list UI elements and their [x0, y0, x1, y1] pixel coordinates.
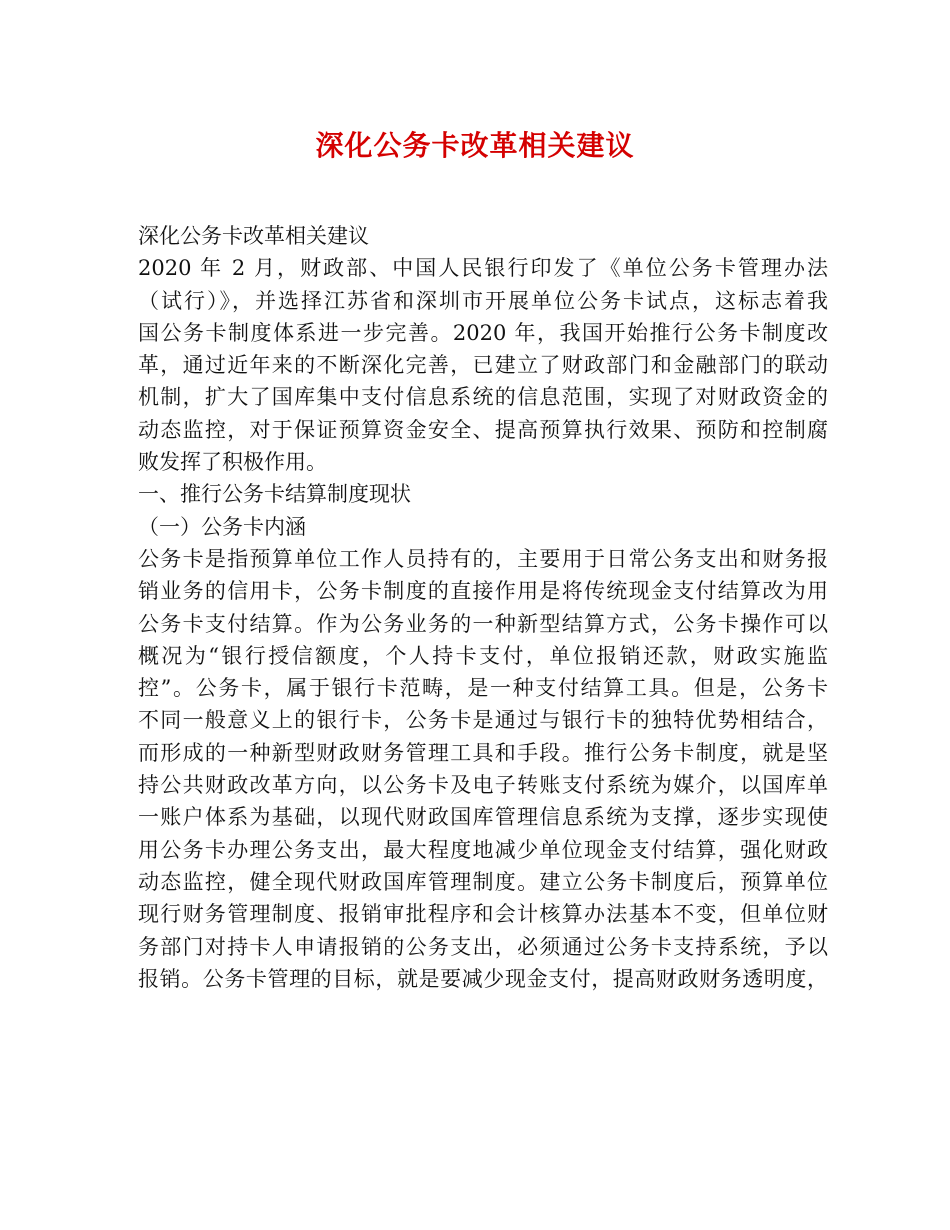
- body-line: 务部门对持卡人申请报销的公务支出，必须通过公务卡支持系统，予以: [138, 934, 828, 959]
- body-line: 一账户体系为基础，以现代财政国库管理信息系统为支撑，逐步实现使: [138, 805, 828, 830]
- body-line: 持公共财政改革方向，以公务卡及电子转账支付系统为媒介，以国库单: [138, 773, 828, 798]
- body-line: 用公务卡办理公务支出，最大程度地减少单位现金支付结算，强化财政: [138, 837, 828, 862]
- section-heading: 一、推行公务卡结算制度现状: [138, 482, 411, 507]
- body-line: 现行财务管理制度、报销审批程序和会计核算办法基本不变，但单位财: [138, 902, 828, 927]
- body-line: 销业务的信用卡，公务卡制度的直接作用是将传统现金支付结算改为用: [138, 579, 828, 604]
- body-line: 2020 年 2 月，财政部、中国人民银行印发了《单位公务卡管理办法: [138, 256, 828, 281]
- body-line: 公务卡支付结算。作为公务业务的一种新型结算方式，公务卡操作可以: [138, 611, 828, 636]
- body-line: 败发挥了积极作用。: [138, 450, 327, 475]
- body-line: 公务卡是指预算单位工作人员持有的，主要用于日常公务支出和财务报: [138, 546, 828, 571]
- body-line: 报销。公务卡管理的目标，就是要减少现金支付，提高财政财务透明度，: [138, 966, 828, 991]
- subsection-heading: （一）公务卡内涵: [138, 514, 306, 539]
- body-line: 动态监控，对于保证预算资金安全、提高预算执行效果、预防和控制腐: [138, 417, 828, 442]
- body-line: 机制，扩大了国库集中支付信息系统的信息范围，实现了对财政资金的: [138, 385, 828, 410]
- body-line-subtitle: 深化公务卡改革相关建议: [138, 224, 369, 248]
- body-line: 动态监控，健全现代财政国库管理制度。建立公务卡制度后，预算单位: [138, 869, 828, 894]
- body-line: 而形成的一种新型财政财务管理工具和手段。推行公务卡制度，就是坚: [138, 740, 828, 765]
- body-line: 国公务卡制度体系进一步完善。2020 年，我国开始推行公务卡制度改: [138, 320, 828, 345]
- body-line: 革，通过近年来的不断深化完善，已建立了财政部门和金融部门的联动: [138, 353, 828, 378]
- body-line: 控”。公务卡，属于银行卡范畴，是一种支付结算工具。但是，公务卡: [138, 676, 828, 701]
- body-line: （试行）》，并选择江苏省和深圳市开展单位公务卡试点，这标志着我: [138, 288, 828, 313]
- body-line: 概况为“银行授信额度，个人持卡支付，单位报销还款，财政实施监: [138, 643, 828, 668]
- body-line: 不同一般意义上的银行卡，公务卡是通过与银行卡的独特优势相结合，: [138, 708, 828, 733]
- document-title: 深化公务卡改革相关建议: [315, 129, 635, 162]
- document-body: [138, 220, 828, 995]
